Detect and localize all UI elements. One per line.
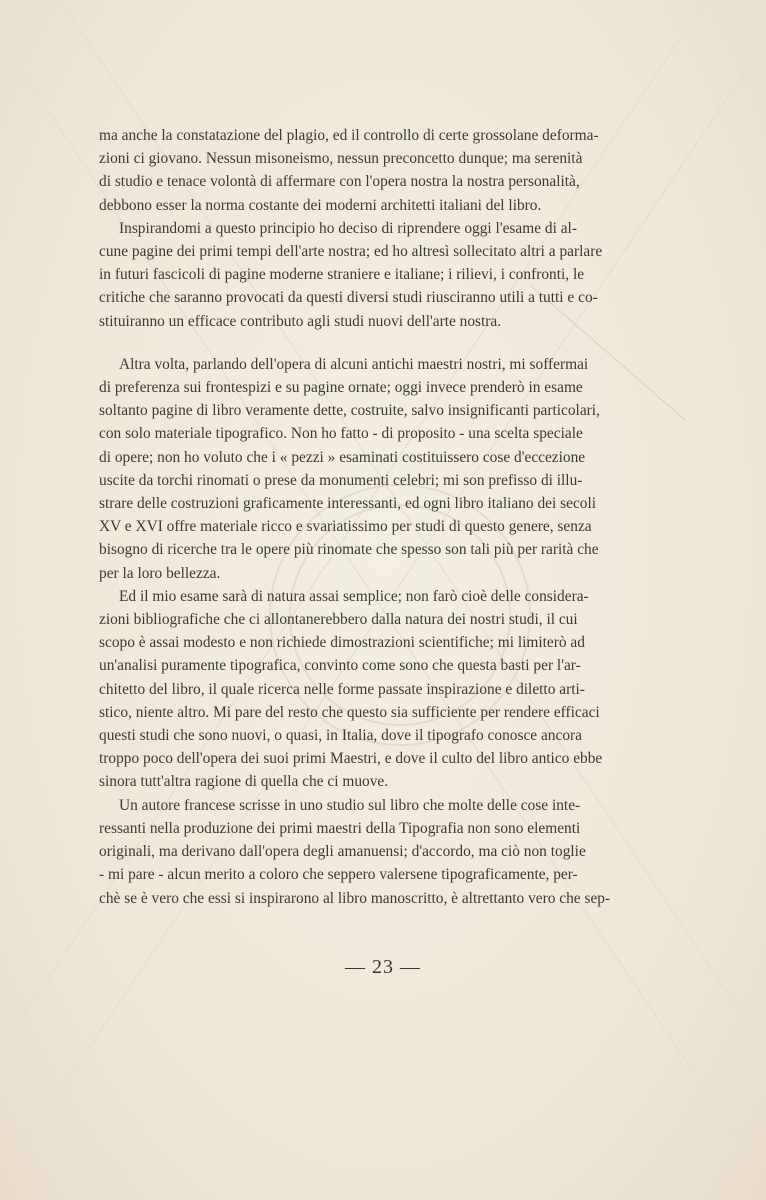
text-line: uscite da torchi rinomati o prese da monumenti celebri; mi son prefisso di illu- (99, 471, 583, 489)
text-line: questi studi che sono nuovi, o quasi, in Italia, dove il tipografo conosce ancora (99, 727, 582, 745)
text-line: stico, niente altro. Mi pare del resto che questo sia sufficiente per rendere efficaci (99, 703, 600, 721)
text-line: di opere; non ho voluto che i « pezzi » esaminati costituissero cose d'eccezione (99, 448, 586, 466)
text-line: chitetto del libro, il quale ricerca nelle forme passate inspirazione e diletto arti- (99, 680, 585, 698)
text-line: originali, ma derivano dall'opera degli amanuensi; d'accordo, ma ciò non toglie (99, 843, 586, 861)
text-line: debbono esser la norma costante dei moderni architetti italiani del libro. (99, 196, 542, 214)
text-line: XV e XVI offre materiale ricco e svariatissimo per studi di questo genere, senza (99, 518, 592, 536)
text-line: stituiranno un efficace contributo agli studi nuovi dell'arte nostra. (99, 312, 502, 330)
text-line: - mi pare - alcun merito a coloro che seppero valersene tipograficamente, per- (99, 866, 578, 884)
text-line: ma anche la constatazione del plagio, ed il controllo di certe grossolane deforma- (99, 127, 599, 144)
text-line: Un autore francese scrisse in uno studio sul libro che molte delle cose inte- (119, 796, 581, 814)
paragraph (79, 353, 600, 585)
text-line: troppo poco dell'opera dei suoi primi Maestri, e dove il culto del libro antico ebbe (99, 750, 603, 768)
text-line: zioni bibliografiche che ci allontanerebbero dalla natura dei nostri studi, il cui (99, 611, 578, 629)
page-number: — 23 — (345, 956, 421, 978)
paragraph (79, 794, 611, 910)
text-line: in futuri fascicoli di pagine moderne straniere e italiane; i rilievi, i confronti, le (99, 266, 585, 284)
text-line: zioni ci giovano. Nessun misoneismo, nessun preconcetto dunque; ma serenità (99, 150, 583, 168)
text-line: un'analisi puramente tipografica, convinto come sono che questa basti per l'ar- (99, 657, 581, 675)
text-line: di studio e tenace volontà di affermare con l'opera nostra la nostra personalità, (99, 173, 580, 191)
text-line: Ed il mio esame sarà di natura assai semplice; non farò cioè delle considera- (119, 587, 589, 605)
section-gap (79, 333, 569, 353)
text-line: chè se è vero che essi si inspirarono al libro manoscritto, è altrettanto vero che sep- (99, 889, 611, 907)
paragraph (79, 585, 603, 794)
text-line: per la loro bellezza. (99, 564, 221, 582)
text-line: scopo è assai modesto e non richiede dimostrazioni scientifiche; mi limiterò ad (99, 634, 585, 652)
body-text (79, 124, 611, 910)
paragraph (79, 217, 603, 333)
paragraph (79, 124, 599, 217)
text-line: strare delle costruzioni graficamente interessanti, ed ogni libro italiano dei secoli (99, 495, 597, 513)
text-line: di preferenza sui frontespizi e su pagine ornate; oggi invece prenderò in esame (99, 379, 583, 397)
text-line: sinora tutt'altra ragione di quella che ci muove. (99, 773, 389, 791)
text-line: Altra volta, parlando dell'opera di alcuni antichi maestri nostri, mi soffermai (119, 355, 589, 373)
text-line: soltanto pagine di libro veramente dette, costruite, salvo insignificanti particolari, (99, 402, 600, 420)
text-line: ressanti nella produzione dei primi maestri della Tipografia non sono elementi (99, 819, 581, 837)
text-line: cune pagine dei primi tempi dell'arte nostra; ed ho altresì sollecitato altri a parlare (99, 243, 603, 261)
text-line: bisogno di ricerche tra le opere più rinomate che spesso son tali più per rarità che (99, 541, 599, 559)
text-line: Inspirandomi a questo principio ho deciso di riprendere oggi l'esame di al- (119, 219, 577, 237)
text-line: con solo materiale tipografico. Non ho fatto - di proposito - una scelta speciale (99, 425, 583, 443)
text-line: critiche che saranno provocati da questi diversi studi riusciranno utili a tutti e co- (99, 289, 598, 307)
